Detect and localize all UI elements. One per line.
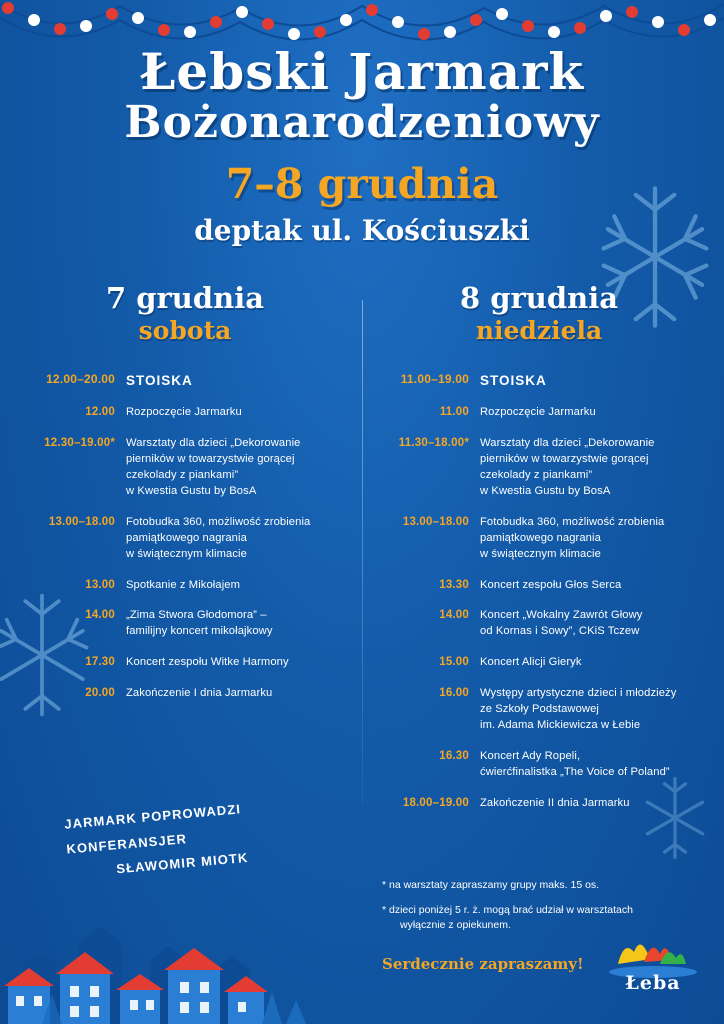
schedule-column-sunday: [362, 281, 690, 827]
schedule-time: 13.00–18.00: [48, 515, 115, 528]
schedule-row: [388, 796, 690, 812]
schedule-time: 15.00: [439, 656, 469, 669]
schedule-time: 11.00–19.00: [400, 372, 469, 387]
schedule-row: [388, 515, 690, 563]
schedule-row: [34, 578, 336, 594]
schedule-row: [34, 515, 336, 563]
schedule-row: [388, 655, 690, 671]
day-title: 8 grudnia: [459, 280, 619, 315]
schedule-row: [34, 655, 336, 671]
schedule-row: [388, 371, 690, 390]
day-title: 7 grudnia: [105, 280, 265, 315]
schedule-row: [34, 405, 336, 421]
schedule-time: 13.30: [439, 578, 469, 591]
schedule-time: 13.00–18.00: [402, 515, 469, 528]
host-line-2: SŁAWOMIR MIOTK: [115, 850, 249, 877]
schedule-time: 16.30: [439, 749, 469, 762]
schedule-time: 11.00: [439, 406, 469, 419]
schedule-description: Koncert Alicji Gieryk: [480, 656, 582, 669]
schedule-description: Spotkanie z Mikołajem: [126, 578, 241, 591]
schedule-time: 11.30–18.00*: [398, 437, 469, 450]
schedule-description: Występy artystyczne dzieci i młodzieży ze Szkoły Podstawowej im. Adama Mickiewicza w Łebie: [480, 687, 677, 731]
schedule-time: 20.00: [85, 687, 115, 700]
schedule-description: Fotobudka 360, możliwość zrobienia pamiątkowego nagrania w świątecznym klimacie: [480, 515, 665, 560]
schedule-row: [34, 371, 336, 390]
invitation-text: Serdecznie zapraszamy!: [382, 955, 584, 973]
schedule-time: 14.00: [85, 609, 115, 622]
schedule-description: „Zima Stwora Głodomora” – familijny koncert mikołajkowy: [126, 609, 273, 638]
schedule-description: Rozpoczęcie Jarmarku: [480, 406, 596, 419]
schedule-column-saturday: [34, 281, 362, 827]
schedule-row: [34, 436, 336, 500]
event-dates: 7–8 grudnia: [225, 159, 499, 208]
schedule-time: 16.00: [439, 687, 469, 700]
poster-header: [0, 0, 724, 247]
host-line-1: JARMARK POPROWADZI KONFERANSJER: [63, 801, 242, 857]
schedule-time: 13.00: [85, 578, 115, 591]
schedule-description: Rozpoczęcie Jarmarku: [126, 406, 242, 419]
schedule-time: 12.30–19.00*: [44, 437, 115, 450]
page-title: Łebski Jarmark: [139, 42, 585, 101]
leba-logo: [604, 934, 702, 996]
schedule-row: [34, 686, 336, 702]
schedule-row: [388, 578, 690, 594]
day-weekday: niedziela: [475, 316, 603, 346]
schedule-row: [388, 749, 690, 781]
schedule-row: [34, 608, 336, 640]
event-location: deptak ul. Kościuszki: [194, 213, 530, 247]
logo-text: Łeba: [625, 972, 681, 994]
schedule-time: 17.30: [85, 656, 115, 669]
schedule-description: Koncert zespołu Głos Serca: [480, 578, 622, 591]
schedule-description: Zakończenie II dnia Jarmarku: [480, 796, 630, 809]
schedule-row: [388, 686, 690, 734]
schedule-description: Zakończenie I dnia Jarmarku: [126, 687, 273, 700]
schedule-row: [388, 405, 690, 421]
footnote-2a: * dzieci poniżej 5 r. ż. mogą brać udział w warsztatach: [382, 904, 633, 917]
day-weekday: sobota: [138, 316, 232, 346]
schedule-row: [388, 436, 690, 500]
schedule-columns: [0, 281, 724, 827]
schedule-description: STOISKA: [126, 373, 193, 389]
schedule-description: Warsztaty dla dzieci „Dekorowanie pierników w towarzystwie gorącej czekolady z piankami” w Kwestia Gustu by BosA: [126, 437, 301, 497]
schedule-description: STOISKA: [480, 373, 547, 389]
schedule-description: Koncert Ady Ropeli, ćwierćfinalistka „The Voice of Poland”: [480, 749, 670, 778]
schedule-time: 12.00–20.00: [46, 372, 115, 387]
schedule-description: Warsztaty dla dzieci „Dekorowanie pierników w towarzystwie gorącej czekolady z piankami” w Kwestia Gustu by BosA: [480, 437, 655, 497]
footnote-2b: wyłącznie z opiekunem.: [400, 919, 511, 932]
schedule-time: 14.00: [439, 609, 469, 622]
town-silhouette-decoration: [0, 874, 330, 1024]
schedule-description: Koncert „Wokalny Zawrót Głowy od Kornas i Sowy”, CKiS Tczew: [480, 609, 643, 638]
page-subtitle: Bożonarodzeniowy: [124, 97, 600, 148]
schedule-time: 12.00: [85, 406, 115, 419]
schedule-time: 18.00–19.00: [402, 796, 469, 809]
schedule-description: Fotobudka 360, możliwość zrobienia pamiątkowego nagrania w świątecznym klimacie: [126, 515, 311, 560]
schedule-row: [388, 608, 690, 640]
schedule-list-saturday: [34, 371, 336, 702]
schedule-description: Koncert zespołu Witke Harmony: [126, 656, 289, 669]
schedule-list-sunday: [388, 371, 690, 811]
footnote-1: * na warsztaty zapraszamy grupy maks. 15 os.: [382, 879, 600, 891]
